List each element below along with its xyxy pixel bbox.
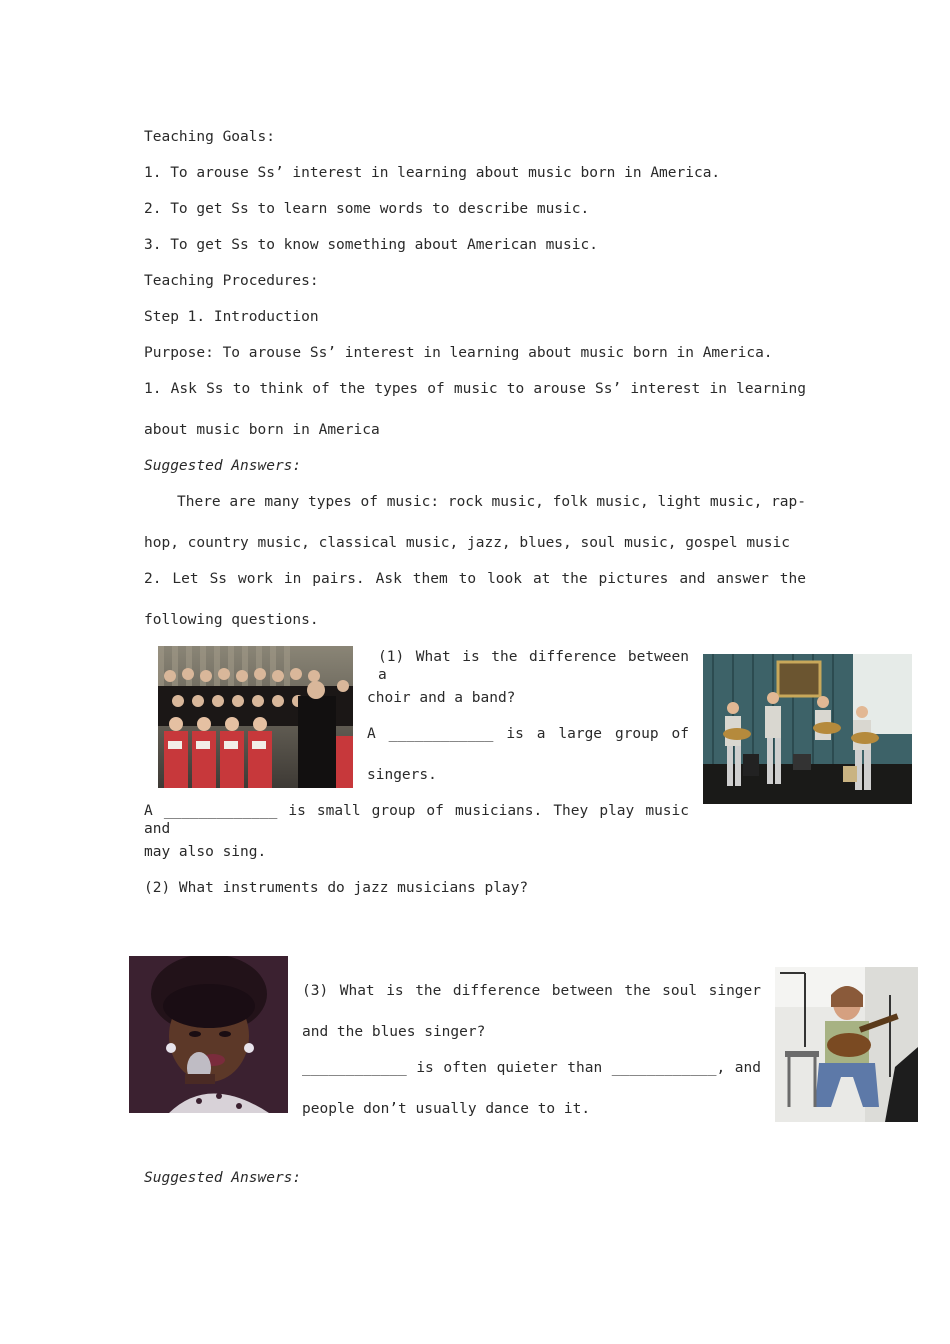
procedures-heading: Teaching Procedures: <box>144 273 319 289</box>
question-3-line-4: people don’t usually dance to it. <box>302 1101 591 1117</box>
question-1-line-2: choir and a band? <box>367 690 516 706</box>
question-1-line-5: A _____________ is small group of musicians. They play music and <box>144 803 689 837</box>
step-1-title: Step 1. Introduction <box>144 309 319 325</box>
answer-line-1: There are many types of music: rock music, folk music, light music, rap- <box>177 494 806 510</box>
answer-line-2: hop, country music, classical music, jazz, blues, soul music, gospel music <box>144 535 791 551</box>
suggested-answers-label: Suggested Answers: <box>144 458 302 474</box>
task-2-line-1: 2. Let Ss work in pairs. Ask them to look at the pictures and answer the <box>144 571 806 587</box>
question-1-line-3: A ____________ is a large group of <box>367 726 689 742</box>
question-2: (2) What instruments do jazz musicians play? <box>144 880 529 896</box>
band-photo <box>703 654 912 804</box>
purpose-line: Purpose: To arouse Ss’ interest in learning about music born in America. <box>144 345 773 361</box>
goal-item-1: 1. To arouse Ss’ interest in learning about music born in America. <box>144 165 721 181</box>
question-3-line-1: (3) What is the difference between the soul singer <box>302 983 761 999</box>
question-3-line-2: and the blues singer? <box>302 1024 486 1040</box>
suggested-answers-label-2: Suggested Answers: <box>144 1170 302 1186</box>
teaching-goals-heading: Teaching Goals: <box>144 129 275 145</box>
task-1-line-1: 1. Ask Ss to think of the types of music to arouse Ss’ interest in learning <box>144 381 806 397</box>
question-1-line-4: singers. <box>367 767 437 783</box>
question-1-line-1: (1) What is the difference between a <box>378 649 689 683</box>
question-1-line-6: may also sing. <box>144 844 267 860</box>
task-1-line-2: about music born in America <box>144 422 380 438</box>
choir-photo <box>158 646 353 788</box>
task-2-line-2: following questions. <box>144 612 319 628</box>
goal-item-3: 3. To get Ss to know something about American music. <box>144 237 598 253</box>
goal-item-2: 2. To get Ss to learn some words to describe music. <box>144 201 590 217</box>
blues-singer-photo <box>775 967 918 1122</box>
soul-singer-photo <box>129 956 288 1113</box>
question-3-line-3: ____________ is often quieter than ____________, and <box>302 1060 761 1076</box>
